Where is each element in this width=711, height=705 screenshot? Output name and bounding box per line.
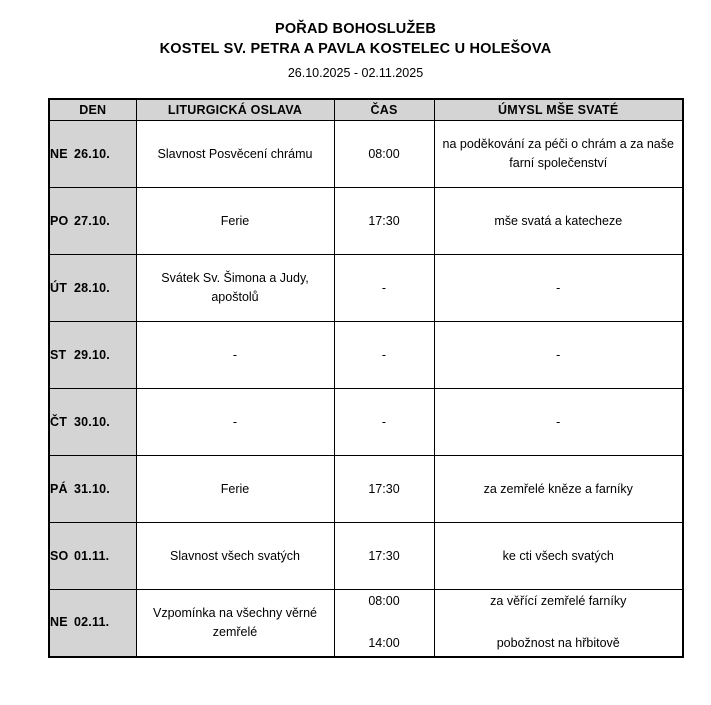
cell-day xyxy=(49,456,136,523)
cell-intent: - xyxy=(434,389,683,456)
cell-intent: - xyxy=(434,255,683,322)
day-of-week: PO xyxy=(50,213,69,228)
cell-day xyxy=(49,188,136,255)
document-header xyxy=(0,0,711,83)
table-row xyxy=(49,456,683,523)
cell-day xyxy=(49,255,136,322)
day-of-week: ST xyxy=(50,347,67,362)
table-row xyxy=(49,121,683,188)
day-of-week: NE xyxy=(50,615,68,630)
cell-time: 17:30 xyxy=(334,188,434,255)
cell-liturgy: - xyxy=(136,389,334,456)
cell-intent: mše svatá a katecheze xyxy=(434,188,683,255)
cell-time xyxy=(334,590,434,657)
day-date: 30.10. xyxy=(74,414,110,429)
cell-liturgy: Slavnost všech svatých xyxy=(136,523,334,590)
day-date: 01.11. xyxy=(74,548,110,563)
cell-day xyxy=(49,121,136,188)
table-row xyxy=(49,322,683,389)
schedule-table-wrapper xyxy=(48,98,684,658)
intent-primary: za věřící zemřelé farníky xyxy=(490,594,627,609)
cell-time: 17:30 xyxy=(334,456,434,523)
table-row xyxy=(49,255,683,322)
column-header-liturgy: LITURGICKÁ OSLAVA xyxy=(136,99,334,121)
day-date: 26.10. xyxy=(74,146,110,161)
day-date: 02.11. xyxy=(74,615,110,630)
cell-time: 08:00 xyxy=(334,121,434,188)
cell-time: 17:30 xyxy=(334,523,434,590)
cell-intent xyxy=(434,590,683,657)
day-of-week: PÁ xyxy=(50,481,68,496)
cell-intent: - xyxy=(434,322,683,389)
day-date: 27.10. xyxy=(74,213,110,228)
cell-day xyxy=(49,322,136,389)
cell-intent: za zemřelé kněze a farníky xyxy=(434,456,683,523)
column-header-intent: ÚMYSL MŠE SVATÉ xyxy=(434,99,683,121)
intent-secondary: pobožnost na hřbitově xyxy=(496,636,620,651)
day-of-week: NE xyxy=(50,146,68,161)
day-date: 31.10. xyxy=(74,481,110,496)
cell-day xyxy=(49,590,136,657)
cell-time: - xyxy=(334,389,434,456)
cell-day xyxy=(49,523,136,590)
cell-day xyxy=(49,389,136,456)
cell-liturgy: - xyxy=(136,322,334,389)
cell-liturgy: Ferie xyxy=(136,456,334,523)
table-row xyxy=(49,590,683,657)
page-title: POŘAD BOHOSLUŽEB xyxy=(274,21,437,37)
table-row xyxy=(49,523,683,590)
cell-intent: ke cti všech svatých xyxy=(434,523,683,590)
cell-time: - xyxy=(334,322,434,389)
cell-intent: na poděkování za péči o chrám a za naše farní společenství xyxy=(434,121,683,188)
time-primary: 08:00 xyxy=(368,594,400,609)
church-name: KOSTEL SV. PETRA A PAVLA KOSTELEC U HOLEŠOVA xyxy=(159,41,552,57)
day-of-week: ČT xyxy=(50,414,68,429)
table-body xyxy=(49,121,683,657)
cell-liturgy: Svátek Sv. Šimona a Judy, apoštolů xyxy=(136,255,334,322)
table-header-row xyxy=(49,99,683,121)
column-header-time: ČAS xyxy=(334,99,434,121)
day-of-week: ÚT xyxy=(50,280,68,295)
cell-time: - xyxy=(334,255,434,322)
table-row xyxy=(49,389,683,456)
cell-liturgy: Vzpomínka na všechny věrné zemřelé xyxy=(136,590,334,657)
day-date: 29.10. xyxy=(74,347,110,362)
cell-liturgy: Slavnost Posvěcení chrámu xyxy=(136,121,334,188)
day-of-week: SO xyxy=(50,548,69,563)
cell-liturgy: Ferie xyxy=(136,188,334,255)
schedule-table xyxy=(48,98,684,658)
day-date: 28.10. xyxy=(74,280,110,295)
table-header xyxy=(49,99,683,121)
date-range: 26.10.2025 - 02.11.2025 xyxy=(287,66,424,80)
table-row xyxy=(49,188,683,255)
time-secondary: 14:00 xyxy=(368,636,400,651)
column-header-day: DEN xyxy=(49,99,136,121)
